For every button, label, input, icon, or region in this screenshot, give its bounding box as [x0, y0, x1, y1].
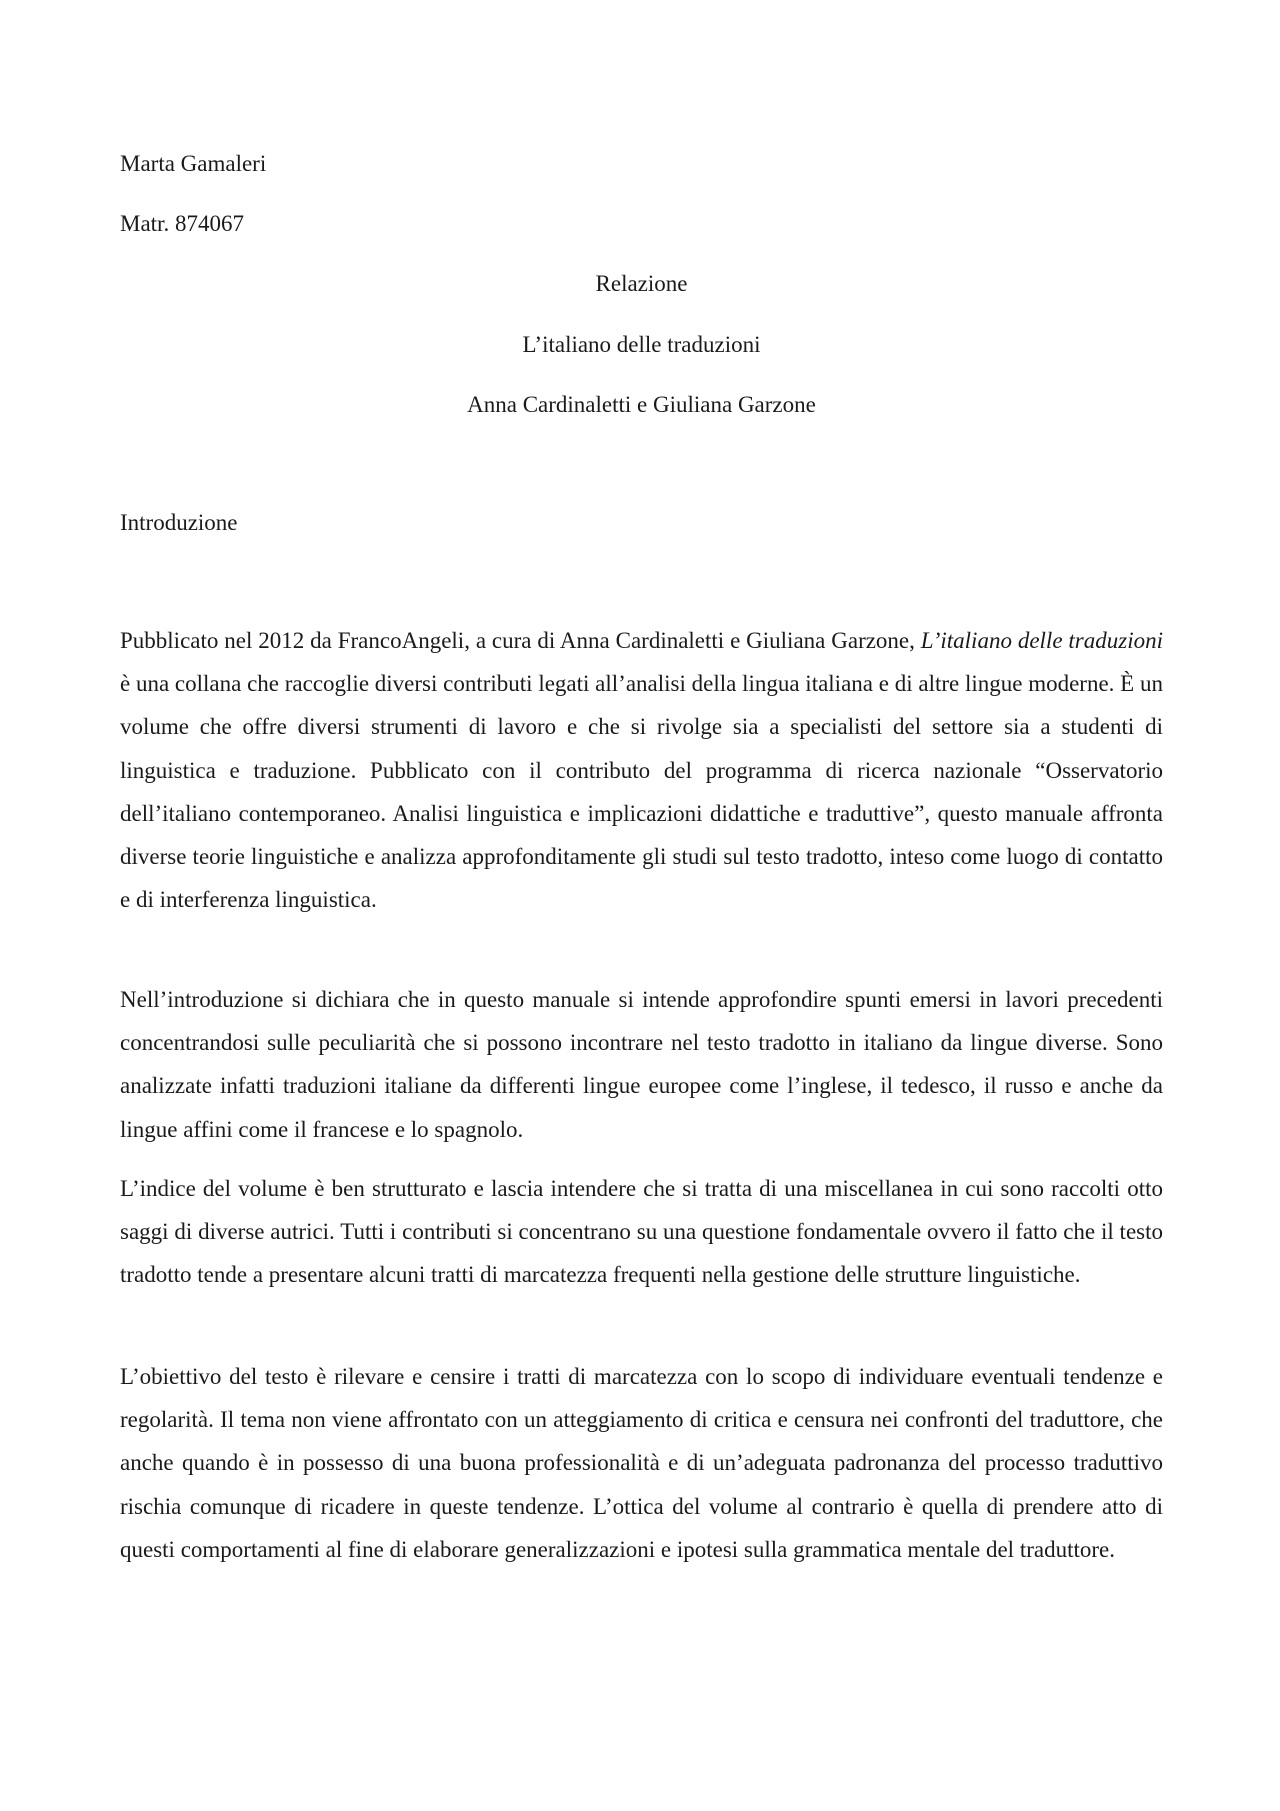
book-title-italic: L’italiano delle traduzioni — [920, 628, 1163, 653]
section-title: Introduzione — [120, 510, 238, 535]
paragraph-3: L’indice del volume è ben strutturato e lascia intendere che si tratta di una miscellanea in cui sono raccolti otto saggi di diverse autrici. Tutti i contributi si concentrano su una questione fondamentale ovvero il fatto che il testo tradotto tende a presentare alcuni tratti di marcatezza frequenti nella gestione delle strutture linguistiche. — [120, 1176, 1163, 1288]
paragraph-1-body: è una collana che raccoglie diversi contributi legati all’analisi della lingua italiana e di altre lingue moderne. È un volume che offre diversi strumenti di lavoro e che si rivolge sia a specialisti del settore sia a studenti di linguistica e traduzione. Pubblicato con il contributo del programma di ricerca nazionale “Osservatorio dell’italiano contemporaneo. Analisi linguistica e implicazioni didattiche e traduttive”, questo manuale affronta diverse teorie linguistiche e analizza approfonditamente gli studi sul testo tradotto, inteso come luogo di contatto e di interferenza linguistica. — [120, 671, 1163, 913]
book-editors: Anna Cardinaletti e Giuliana Garzone — [467, 392, 816, 417]
book-title: L’italiano delle traduzioni — [522, 332, 761, 357]
document-heading: Relazione — [595, 271, 688, 296]
paragraph-2: Nell’introduzione si dichiara che in questo manuale si intende approfondire spunti emersi in lavori precedenti concentrandosi sulle peculiarità che si possono incontrare nel testo tradotto in italiano da lingue diverse. Sono analizzate infatti traduzioni italiane da differenti lingue europee come l’inglese, il tedesco, il russo e anche da lingue affini come il francese e lo spagnolo. — [120, 987, 1163, 1142]
paragraph-4: L’obiettivo del testo è rilevare e censire i tratti di marcatezza con lo scopo di individuare eventuali tendenze e regolarità. Il tema non viene affrontato con un atteggiamento di critica e censura nei confronti del traduttore, che anche quando è in possesso di una buona professionalità e di un’adeguata padronanza del processo traduttivo rischia comunque di ricadere in queste tendenze. L’ottica del volume al contrario è quella di prendere atto di questi comportamenti al fine di elaborare generalizzazioni e ipotesi sulla grammatica mentale del traduttore. — [120, 1364, 1163, 1562]
student-id: Matr. 874067 — [120, 211, 244, 236]
paragraph-1 — [120, 619, 1163, 921]
author-name: Marta Gamaleri — [120, 151, 267, 176]
paragraph-1-intro: Pubblicato nel 2012 da FrancoAngeli, a cura di Anna Cardinaletti e Giuliana Garzone, — [120, 628, 921, 653]
